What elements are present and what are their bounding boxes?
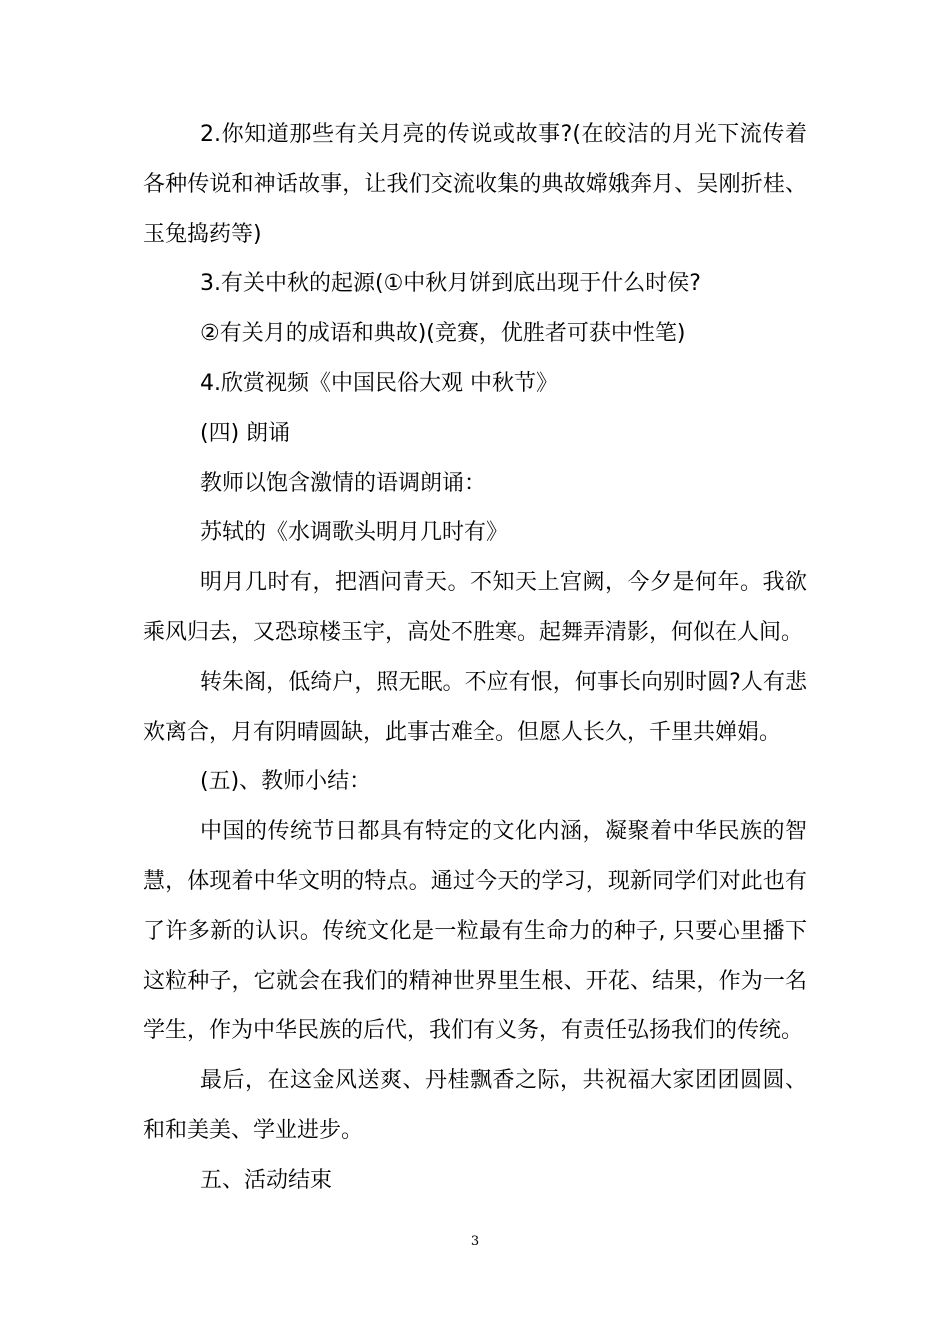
section-heading-summary: (五)、教师小结： bbox=[200, 769, 372, 795]
paragraph-mid-autumn-origin: 3.有关中秋的起源(①中秋月饼到底出现于什么时侯? bbox=[200, 271, 701, 297]
document-body bbox=[143, 110, 807, 1206]
poem-stanza-2: 转朱阁，低绮户，照无眠。不应有恨，何事长向别时圆?人有悲欢离合，月有阴晴圆缺，此事古难全。但愿人长久，千里共婵娟。 bbox=[143, 669, 807, 745]
poem-title: 苏轼的《水调歌头明月几时有》 bbox=[200, 520, 509, 546]
paragraph-moon-legends: 2.你知道那些有关月亮的传说或故事?(在皎洁的月光下流传着各种传说和神话故事，让我们交流收集的典故嫦娥奔月、吴刚折桂、玉兔捣药等) bbox=[143, 122, 807, 247]
paragraph-teacher-recites: 教师以饱含激情的语调朗诵： bbox=[200, 470, 487, 496]
paragraph-summary: 中国的传统节日都具有特定的文化内涵，凝聚着中华民族的智慧，体现着中华文明的特点。通过今天的学习，现新同学们对此也有了许多新的认识。传统文化是一粒最有生命力的种子, 只要心里播下这粒种子，它就会在我们的精神世界里生根、开花、结果，作为一名学生，作为中华民族的后代，我们有义务，有责任弘扬我们的传统。 bbox=[143, 819, 807, 1044]
paragraph-idioms-contest: ②有关月的成语和典故)(竞赛，优胜者可获中性笔) bbox=[200, 321, 686, 347]
section-heading-recitation: (四) 朗诵 bbox=[200, 420, 291, 446]
poem-stanza-1: 明月几时有，把酒问青天。不知天上宫阙，今夕是何年。我欲乘风归去，又恐琼楼玉宇，高处不胜寒。起舞弄清影，何似在人间。 bbox=[143, 570, 807, 645]
page-number: 3 bbox=[470, 1234, 480, 1249]
paragraph-video: 4.欣赏视频《中国民俗大观 中秋节》 bbox=[200, 370, 558, 396]
section-heading-activity-end: 五、活动结束 bbox=[200, 1167, 333, 1193]
paragraph-closing-wishes: 最后，在这金风送爽、丹桂飘香之际，共祝福大家团团圆圆、和和美美、学业进步。 bbox=[143, 1068, 807, 1143]
